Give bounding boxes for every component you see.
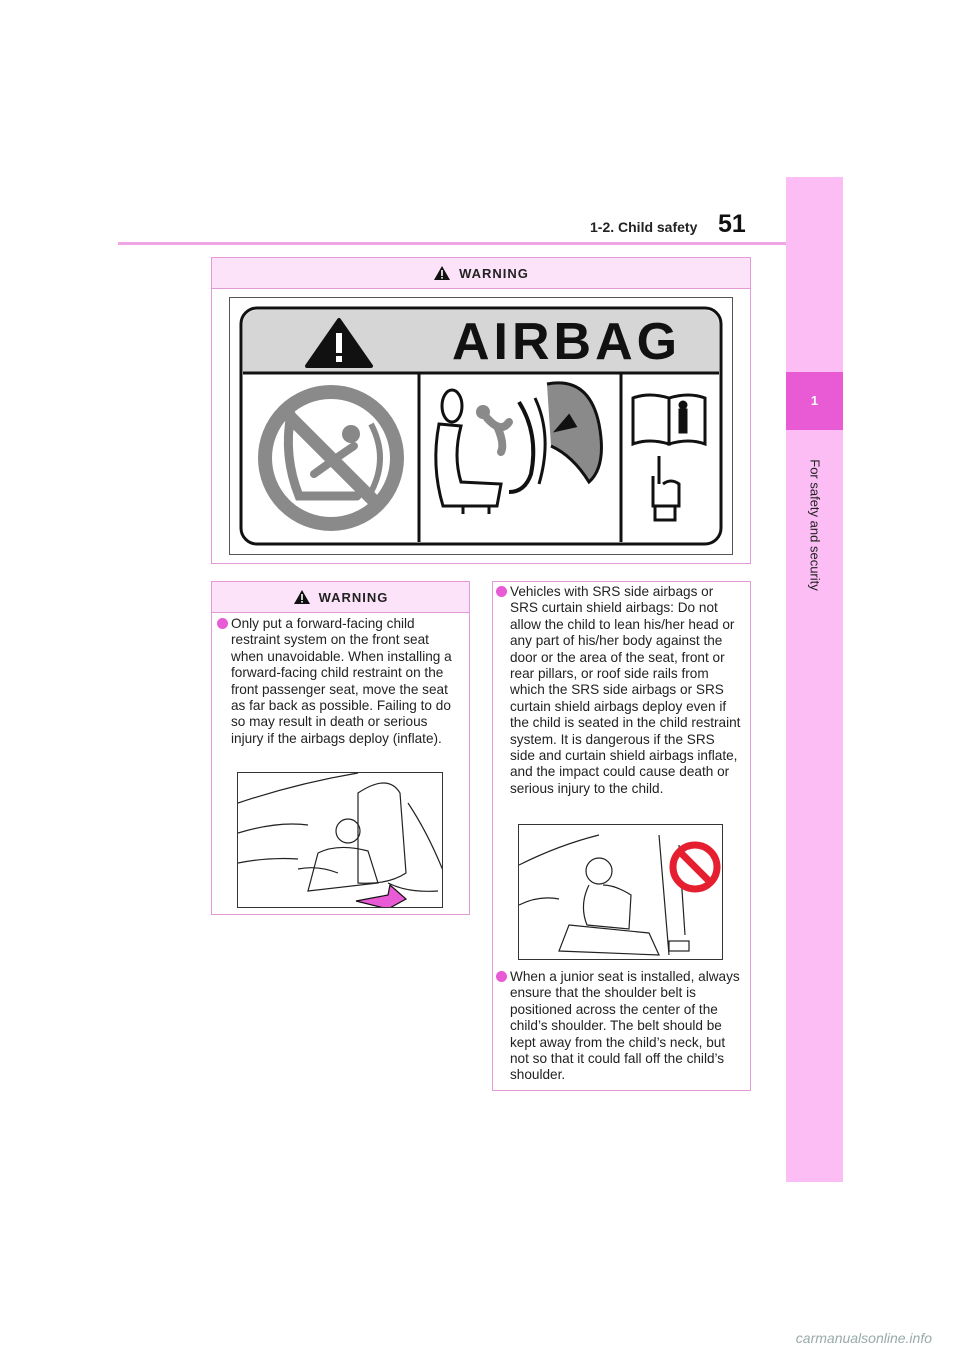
- warning-header: [212, 258, 750, 289]
- warning-label: WARNING: [459, 265, 529, 281]
- page-number: 51: [718, 210, 746, 238]
- warning-label: WARNING: [318, 589, 389, 605]
- airbag-title: AIRBAG: [452, 313, 682, 371]
- warning-triangle-icon: [293, 589, 311, 605]
- chapter-number: 1: [786, 372, 843, 430]
- forward-facing-seat-illustration: [237, 772, 443, 908]
- right-warning-text-2: When a junior seat is installed, always ensure that the shoulder belt is positioned across the center of the child’s shoulder. The belt should be kept away from the child’s neck, but not so that it could fall off the child’s shoulder.: [510, 969, 740, 1083]
- bullet-icon: [496, 971, 507, 982]
- watermark: carmanualsonline.info: [795, 1330, 932, 1346]
- child-leaning-illustration: [518, 824, 723, 960]
- section-title: 1-2. Child safety: [590, 219, 698, 235]
- right-warning-item-2: [510, 969, 742, 1084]
- chapter-side-tab: [786, 177, 843, 1182]
- left-warning-text: Only put a forward-facing child restraint system on the front seat when unavoidable. When installing a forward-facing child restraint on the front passenger seat, move the seat as far back as possible. Failing to do so may result in death or serious injury if the airbags deploy (inflate).: [231, 616, 452, 746]
- left-warning-header: [212, 582, 469, 613]
- chapter-title-text: For safety and security: [807, 459, 822, 591]
- right-warning-text-1: Vehicles with SRS side airbags or SRS curtain shield airbags: Do not allow the child to lean his/her head or any part of his/her body against the door or the area of the seat, front or rear pillars, or roof side rails from which the SRS side airbags or SRS curtain shield airbags deploy even if the child is seated in the child restraint system. It is dangerous if the SRS side and curtain shield airbags inflate, and the impact could cause death or serious injury to the child.: [510, 584, 741, 796]
- warning-triangle-icon: [433, 265, 451, 281]
- bullet-icon: [496, 586, 507, 597]
- right-warning-item-1: [510, 584, 742, 797]
- no-rear-facing-seat-icon: [265, 392, 397, 524]
- chapter-title: [786, 440, 843, 610]
- header-divider: [118, 242, 786, 245]
- bullet-icon: [217, 618, 228, 629]
- left-warning-item: [231, 616, 459, 747]
